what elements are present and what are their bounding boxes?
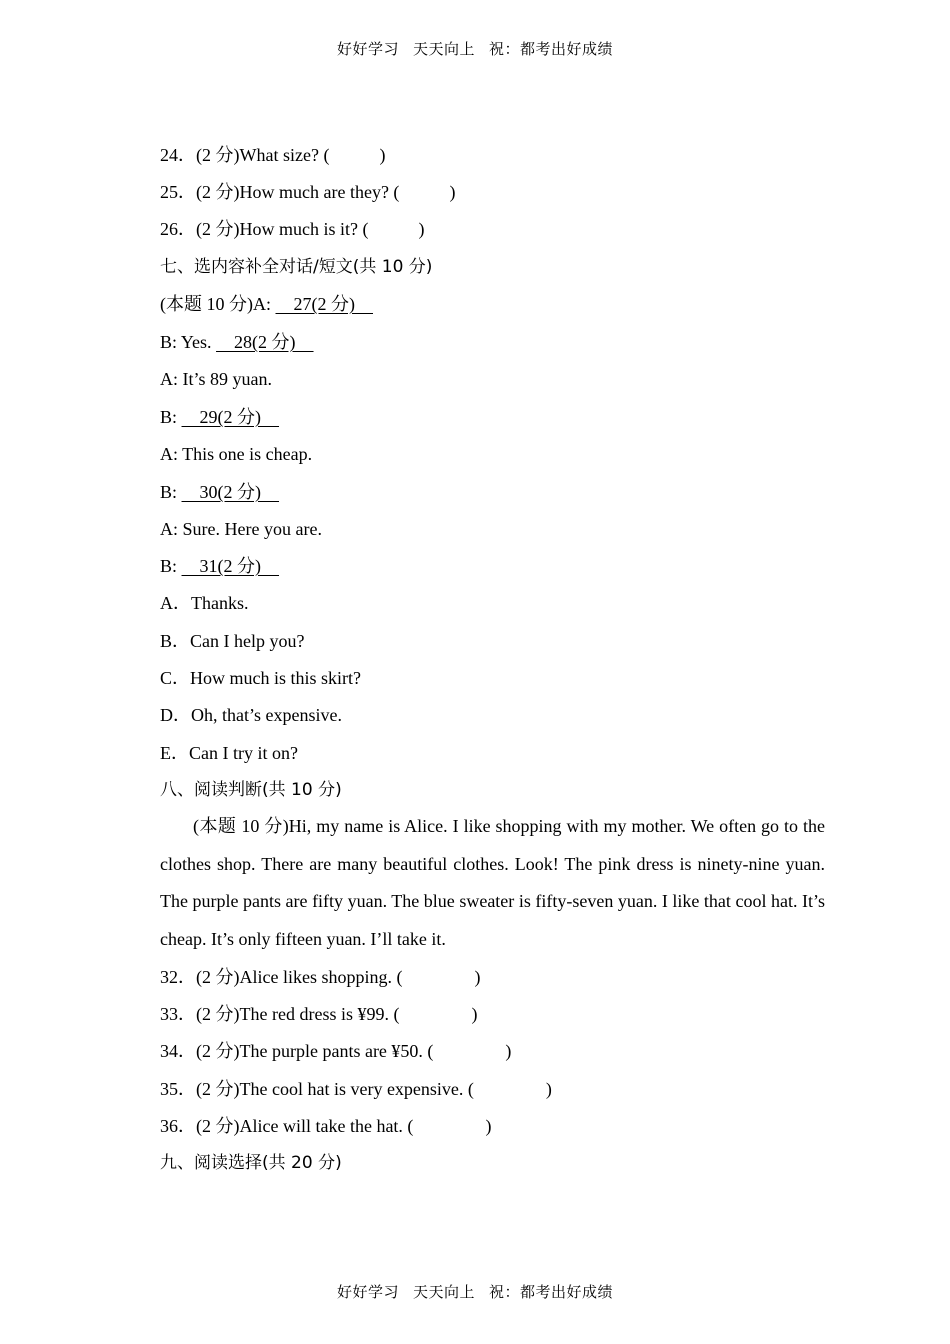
page-footer — [0, 1281, 950, 1302]
footer-motto-2: 天天向上 — [412, 1283, 475, 1301]
section-7-title: 七、选内容补全对话/短文(共 10 分) — [160, 257, 433, 277]
question-36: 36．(2 分)Alice will take the hat. ( ) — [160, 1116, 492, 1136]
section-9-title: 九、阅读选择(共 20 分) — [160, 1153, 342, 1173]
option-c: C．How much is this skirt? — [160, 668, 361, 688]
header-motto-1: 好好学习 — [336, 40, 399, 58]
option-b: B．Can I help you? — [160, 631, 305, 651]
dialog-line-a-cheap: A: This one is cheap. — [160, 444, 313, 464]
dialog-line-28: B: Yes. 28(2 分) — [160, 332, 314, 352]
section-8-title: 八、阅读判断(共 10 分) — [160, 780, 342, 800]
question-33: 33．(2 分)The red dress is ¥99. ( ) — [160, 1004, 478, 1024]
option-d: D．Oh, that’s expensive. — [160, 705, 342, 725]
question-35: 35．(2 分)The cool hat is very expensive. ( ) — [160, 1079, 552, 1099]
dialog-line-a-price: A: It’s 89 yuan. — [160, 369, 272, 389]
blank-27: 27(2 分) — [275, 294, 373, 314]
header-motto-3: 祝：都考出好成绩 — [489, 40, 614, 58]
dialog-line-a-sure: A: Sure. Here you are. — [160, 519, 322, 539]
reading-passage: (本题 10 分)Hi, my name is Alice. I like shopping with my mother. We often go to the clothes shop. There are many beautiful clothes. Look! The pink dress is ninety-nine yuan. The purple pants are fifty yuan. The blue sweater is fifty-seven yuan. I like that cool hat. It’s cheap. It’s only fifteen yuan. I’ll take it. — [160, 816, 825, 949]
dialog-line-31: B: 31(2 分) — [160, 556, 280, 576]
question-26: 26．(2 分)How much is it? ( ) — [160, 219, 425, 239]
question-32: 32．(2 分)Alice likes shopping. ( ) — [160, 967, 481, 987]
option-e: E．Can I try it on? — [160, 743, 298, 763]
footer-motto-1: 好好学习 — [336, 1283, 399, 1301]
page-header — [0, 38, 950, 59]
dialog-line-30: B: 30(2 分) — [160, 482, 280, 502]
blank-29: 29(2 分) — [181, 407, 280, 427]
dialog-line-27: (本题 10 分)A: 27(2 分) — [160, 294, 373, 314]
blank-28: 28(2 分) — [216, 332, 314, 352]
blank-30: 30(2 分) — [181, 482, 280, 502]
blank-31: 31(2 分) — [181, 556, 280, 576]
header-motto-2: 天天向上 — [412, 40, 475, 58]
dialog-line-29: B: 29(2 分) — [160, 407, 280, 427]
option-a: A．Thanks. — [160, 593, 249, 613]
footer-motto-3: 祝：都考出好成绩 — [489, 1283, 614, 1301]
question-34: 34．(2 分)The purple pants are ¥50. ( ) — [160, 1041, 512, 1061]
question-24: 24．(2 分)What size? ( ) — [160, 145, 386, 165]
question-25: 25．(2 分)How much are they? ( ) — [160, 182, 456, 202]
